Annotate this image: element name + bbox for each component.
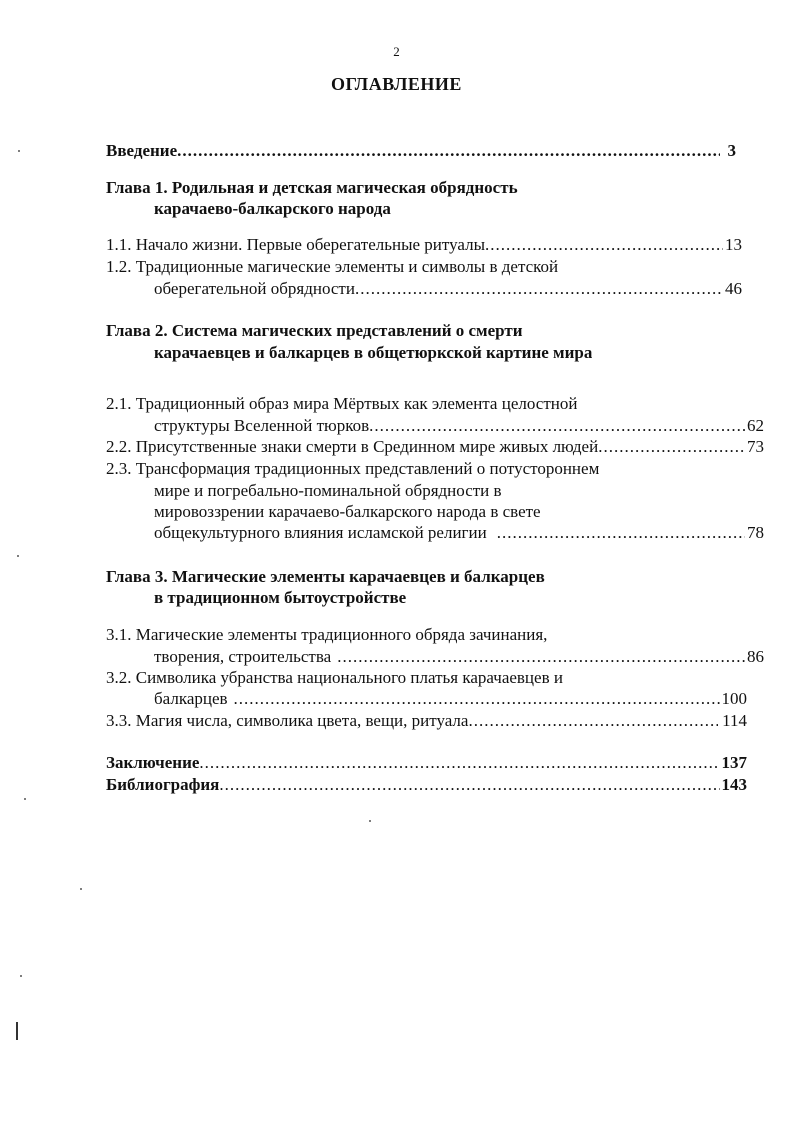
- toc-page-number: 143: [721, 775, 747, 794]
- toc-entry-label: 3.3. Магия числа, символика цвета, вещи, ритуала: [106, 711, 469, 730]
- toc-page-number: 62: [747, 416, 764, 435]
- scan-speck: [80, 888, 82, 890]
- toc-entry-3-1[interactable]: 3.1. Магические элементы традиционного обряда зачинания,: [106, 625, 548, 644]
- toc-entry-2-3-end[interactable]: [154, 523, 764, 543]
- toc-entry-conclusion[interactable]: [106, 753, 747, 773]
- dot-leader: [355, 279, 723, 299]
- toc-entry-2-1-cont[interactable]: [154, 416, 764, 436]
- toc-entry-3-2[interactable]: 3.2. Символика убранства национального платья карачаевцев и: [106, 668, 563, 687]
- toc-page-number: 114: [722, 711, 747, 730]
- scan-speck: [20, 975, 22, 977]
- toc-page-number: 78: [747, 523, 764, 542]
- scan-mark: [16, 1022, 18, 1040]
- toc-entry-label: 2.2. Присутственные знаки смерти в Срединном мире живых людей: [106, 437, 599, 456]
- chapter-3-heading: Глава 3. Магические элементы карачаевцев и балкарцев: [106, 567, 545, 586]
- toc-entry-label: творения, строительства: [154, 647, 332, 666]
- toc-page-number: 137: [721, 753, 747, 772]
- scan-speck: [369, 820, 371, 822]
- dot-leader: [199, 753, 719, 773]
- toc-entry-bibliography[interactable]: [106, 775, 747, 795]
- toc-entry-label: оберегательной обрядности: [154, 279, 355, 298]
- dot-leader: [219, 775, 719, 795]
- toc-entry-2-3-cont: мировоззрении карачаево-балкарского народа в свете: [154, 502, 541, 521]
- toc-entry-intro[interactable]: [106, 141, 736, 161]
- dot-leader: [487, 523, 745, 543]
- toc-entry-3-2-cont[interactable]: [154, 689, 747, 709]
- toc-page-number: 13: [725, 235, 742, 254]
- chapter-3-heading-cont: в традиционном бытоустройстве: [154, 588, 407, 607]
- dot-leader: [369, 416, 745, 436]
- toc-entry-label: структуры Вселенной тюрков: [154, 416, 370, 435]
- dot-leader: [331, 647, 745, 667]
- scan-speck: [18, 150, 20, 152]
- toc-page-number: 86: [747, 647, 764, 666]
- toc-entry-1-2[interactable]: 1.2. Традиционные магические элементы и символы в детской: [106, 257, 559, 276]
- toc-entry-3-3[interactable]: [106, 711, 747, 731]
- dot-leader: [468, 711, 718, 731]
- toc-page-number: 3: [727, 141, 736, 160]
- toc-title: ОГЛАВЛЕНИЕ: [331, 74, 462, 94]
- chapter-1-heading-cont: карачаево-балкарского народа: [154, 199, 391, 218]
- toc-entry-2-3[interactable]: 2.3. Трансформация традиционных представлений о потустороннем: [106, 459, 600, 478]
- toc-entry-1-1[interactable]: [106, 235, 742, 255]
- dot-leader: [485, 235, 723, 255]
- scan-speck: [17, 555, 19, 557]
- toc-entry-3-1-cont[interactable]: [154, 647, 764, 667]
- toc-entry-label: 1.1. Начало жизни. Первые оберегательные ритуалы: [106, 235, 485, 254]
- toc-page-number: 73: [747, 437, 764, 456]
- toc-page-number: 46: [725, 279, 742, 298]
- toc-page-number: 100: [721, 689, 747, 708]
- toc-entry-label: Заключение: [106, 753, 200, 772]
- scan-speck: [24, 798, 26, 800]
- dot-leader: [598, 437, 745, 457]
- toc-entry-label: Введение: [106, 141, 178, 160]
- dot-leader: [177, 141, 719, 161]
- toc-entry-2-2[interactable]: [106, 437, 764, 457]
- toc-entry-label: балкарцев: [154, 689, 228, 708]
- page-number: 2: [393, 44, 400, 59]
- toc-entry-2-1[interactable]: 2.1. Традиционный образ мира Мёртвых как элемента целостной: [106, 394, 578, 413]
- toc-entry-1-2-cont[interactable]: [154, 279, 742, 299]
- chapter-1-heading: Глава 1. Родильная и детская магическая обрядность: [106, 178, 518, 197]
- chapter-2-heading: Глава 2. Система магических представлений о смерти: [106, 321, 523, 340]
- toc-entry-2-3-cont: мире и погребально-поминальной обрядности в: [154, 481, 502, 500]
- chapter-2-heading-cont: карачаевцев и балкарцев в общетюркской картине мира: [154, 343, 593, 362]
- toc-entry-label: общекультурного влияния исламской религии: [154, 523, 487, 542]
- dot-leader: [228, 689, 720, 709]
- toc-entry-label: Библиография: [106, 775, 220, 794]
